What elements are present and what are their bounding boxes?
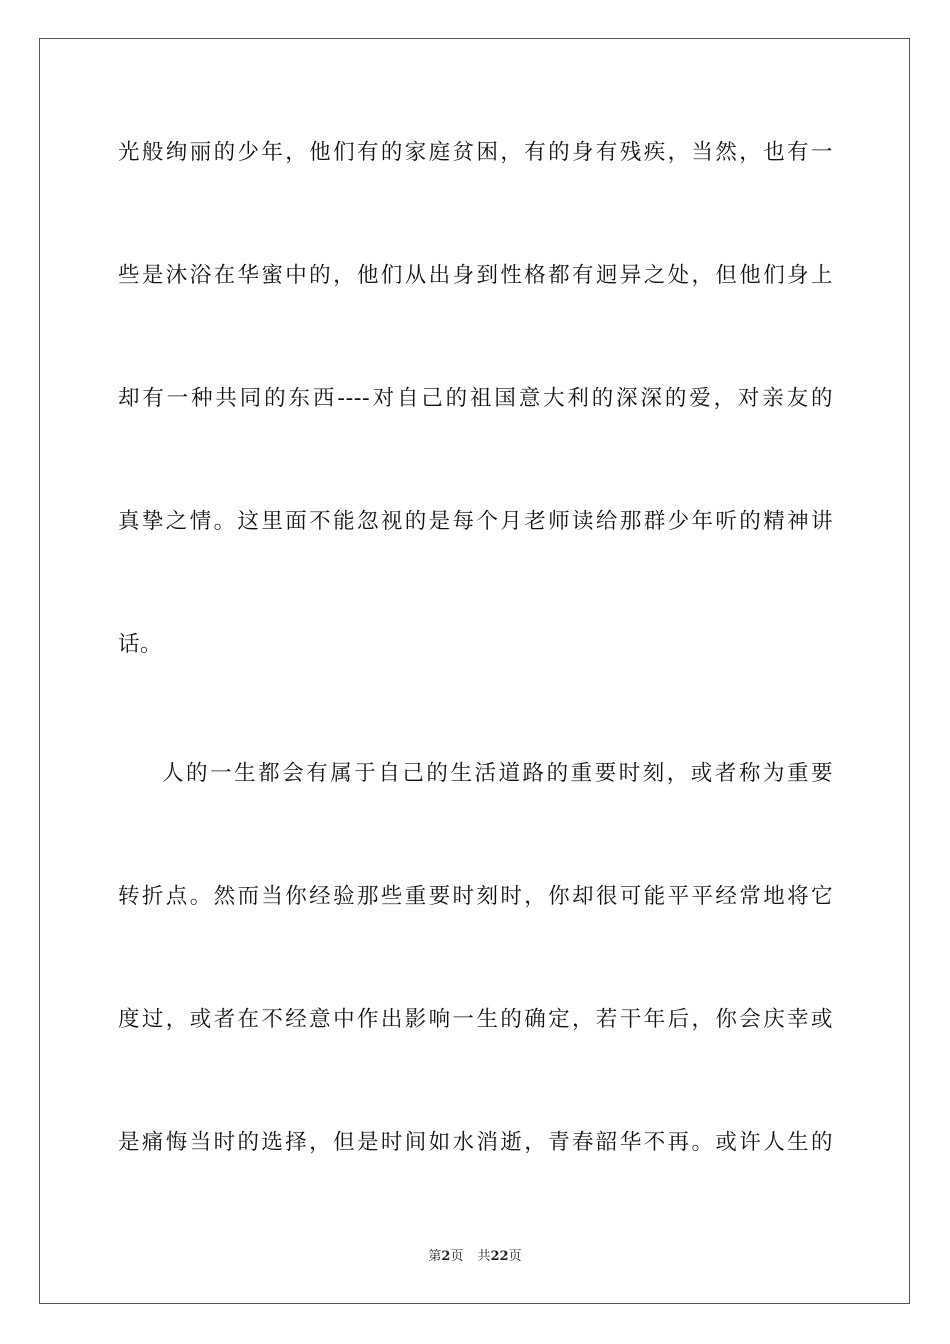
page-border (39, 38, 910, 1304)
page-suffix: 页 (450, 1249, 464, 1264)
paragraph-first-line: 人的一生都会有属于自己的生活道路的重要时刻，或者称为重要 (162, 761, 833, 786)
text-line: 转折点。然而当你经验那些重要时刻时，你却很可能平平经常地将它 (118, 884, 833, 909)
page-prefix: 第 (428, 1249, 442, 1264)
page-footer (0, 1248, 950, 1266)
text-line: 话。 (118, 632, 163, 657)
text-line: 光般绚丽的少年，他们有的家庭贫困，有的身有残疾，当然，也有一 (118, 140, 833, 165)
total-suffix: 页 (508, 1249, 522, 1264)
total-prefix: 共 (477, 1249, 491, 1264)
page-number: 2 (441, 1249, 451, 1264)
text-line: 是痛悔当时的选择，但是时间如水消逝，青春韶华不再。或许人生的 (118, 1130, 833, 1155)
text-line: 却有一种共同的东西----对自己的祖国意大利的深深的爱，对亲友的 (118, 386, 833, 411)
text-line: 度过，或者在不经意中作出影响一生的确定，若干年后，你会庆幸或 (118, 1007, 833, 1032)
text-line: 真挚之情。这里面不能忽视的是每个月老师读给那群少年听的精神讲 (118, 509, 833, 534)
total-pages: 22 (490, 1249, 509, 1264)
text-line: 些是沐浴在华蜜中的，他们从出身到性格都有迥异之处，但他们身上 (118, 263, 833, 288)
